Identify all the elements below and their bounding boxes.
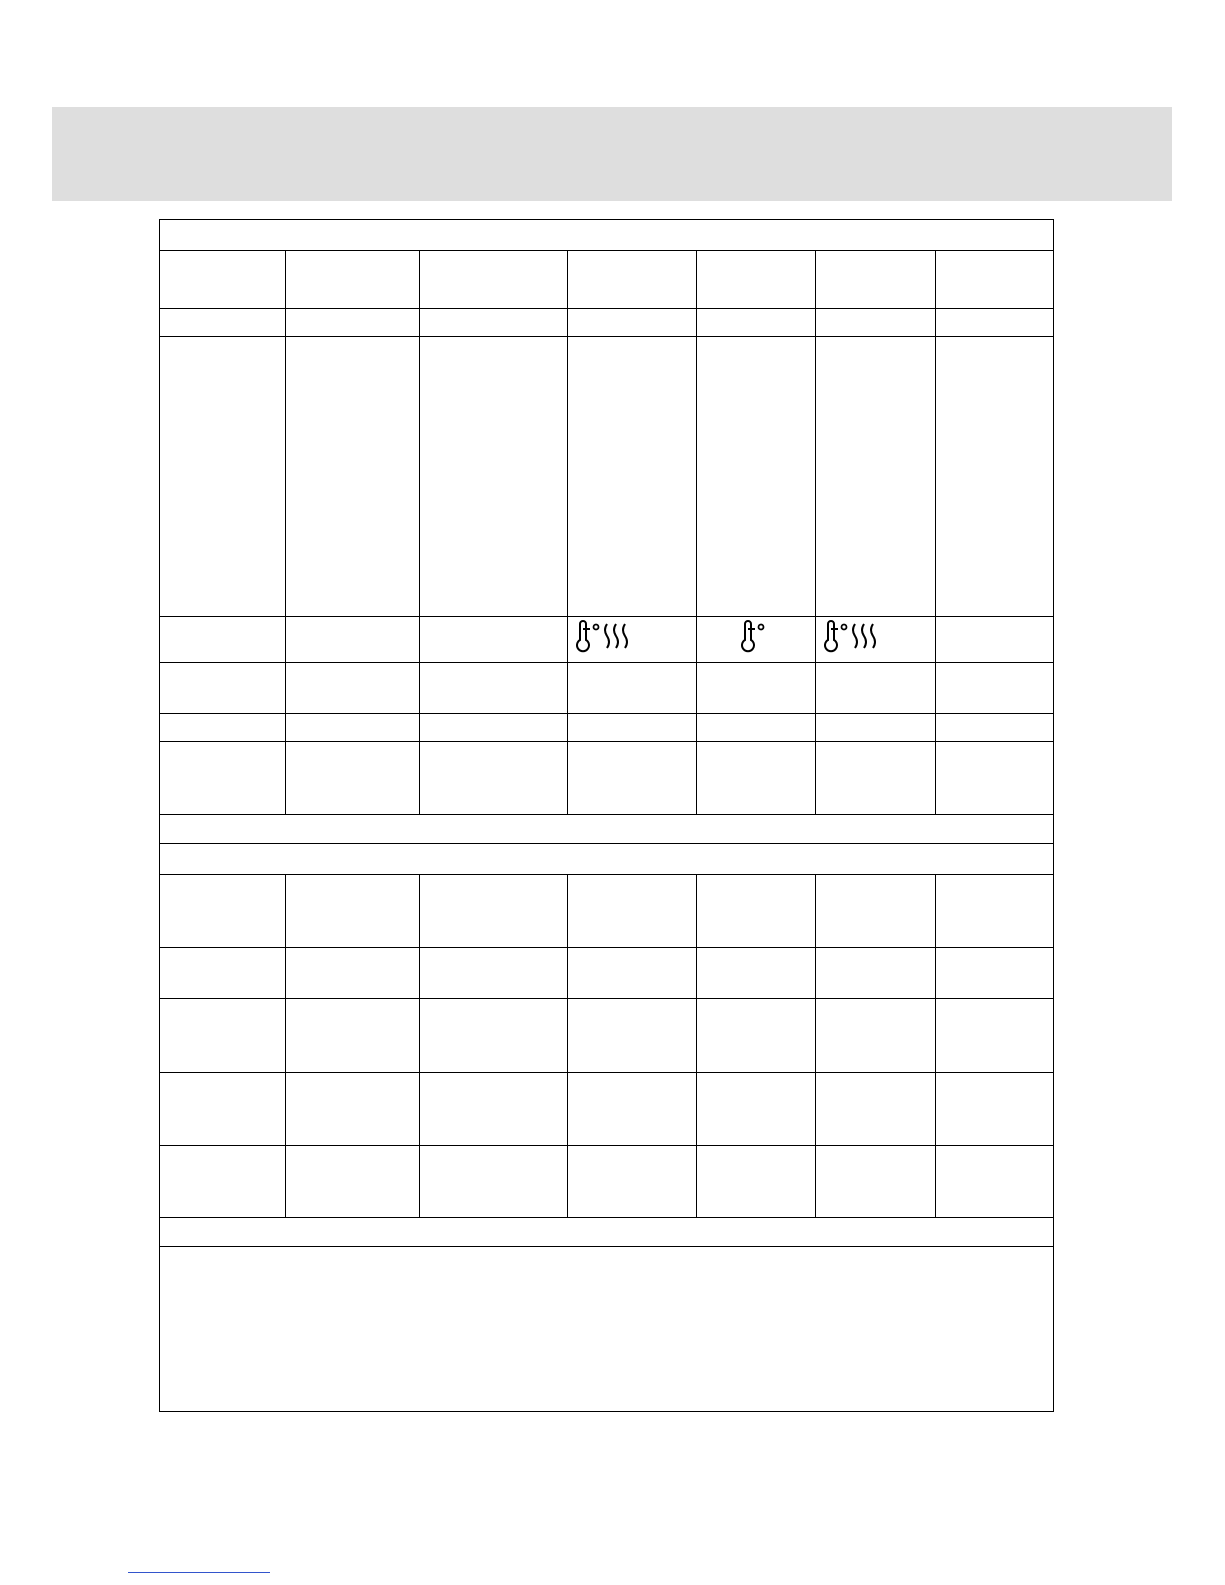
column-divider (696, 874, 697, 1217)
row-divider (160, 616, 1053, 617)
cell-col-5-icons (740, 618, 766, 660)
row-divider (160, 713, 1053, 714)
row-divider (160, 874, 1053, 875)
row-divider (160, 308, 1053, 309)
row-divider (160, 947, 1053, 948)
heat-waves-icon (601, 620, 635, 659)
section-divider (160, 1246, 1053, 1247)
column-divider (419, 874, 420, 1217)
section-divider (160, 1217, 1053, 1218)
thermometer-icon (575, 620, 601, 659)
header-band (52, 107, 1172, 201)
column-divider (419, 250, 420, 814)
column-divider (696, 250, 697, 814)
cell-col-6-icons (823, 618, 883, 660)
thermometer-icon (740, 620, 766, 659)
row-divider (160, 741, 1053, 742)
column-divider (935, 250, 936, 814)
thermometer-icon (823, 620, 849, 659)
row-divider (160, 662, 1053, 663)
footer-link[interactable] (128, 1572, 270, 1573)
heat-waves-icon (849, 620, 883, 659)
program-table (159, 219, 1054, 1412)
row-divider (160, 1072, 1053, 1073)
column-divider (285, 250, 286, 814)
section-divider (160, 814, 1053, 815)
row-divider (160, 250, 1053, 251)
column-divider (567, 250, 568, 814)
section-divider (160, 843, 1053, 844)
column-divider (567, 874, 568, 1217)
row-divider (160, 998, 1053, 999)
row-divider (160, 336, 1053, 337)
column-divider (815, 874, 816, 1217)
cell-col-4-icons (575, 618, 635, 660)
column-divider (935, 874, 936, 1217)
row-divider (160, 1145, 1053, 1146)
column-divider (815, 250, 816, 814)
column-divider (285, 874, 286, 1217)
